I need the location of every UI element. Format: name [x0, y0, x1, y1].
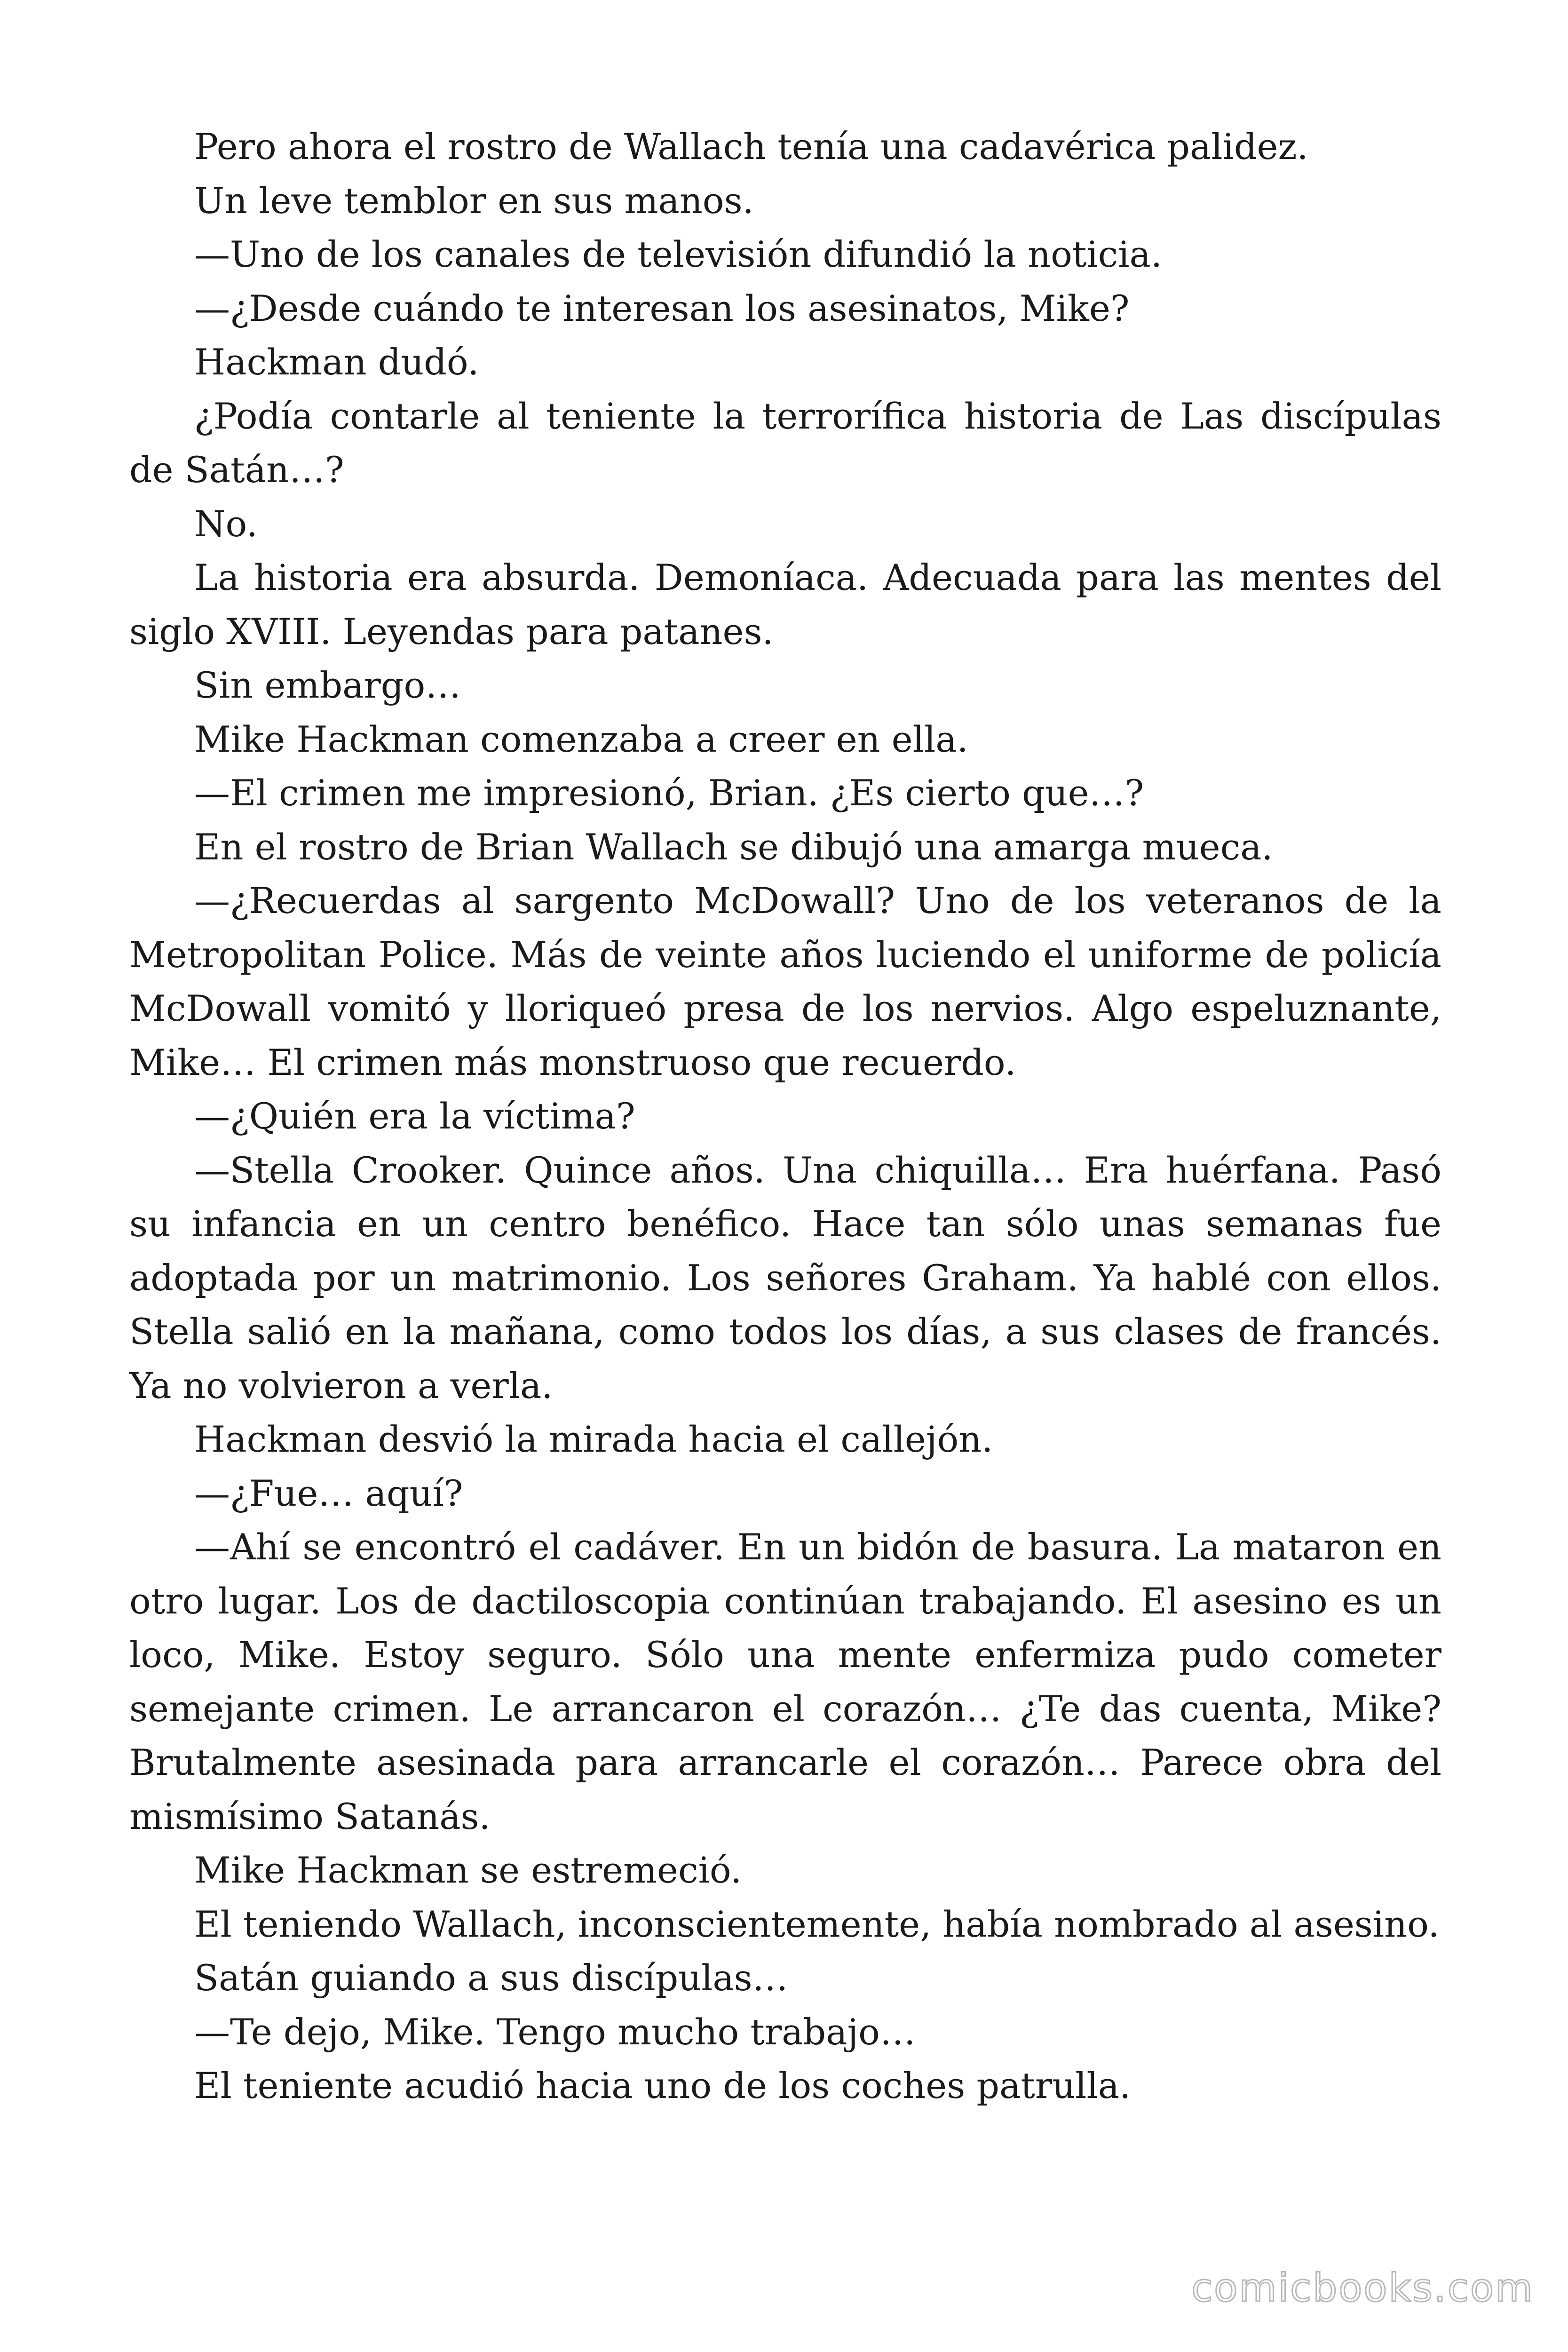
paragraph: Sin embargo… — [194, 664, 461, 706]
paragraph: —El crimen me impresionó, Brian. ¿Es cierto que…? — [194, 772, 1144, 814]
paragraph: —¿Quién era la víctima? — [194, 1095, 635, 1137]
paragraph: Mike Hackman comenzaba a creer en ella. — [194, 718, 968, 760]
paragraph: ¿Podía contarle al teniente la terrorífica historia de Las discípulas de Satán…? — [129, 395, 1441, 491]
paragraph: —Te dejo, Mike. Tengo mucho trabajo… — [194, 2010, 916, 2053]
paragraph: Satán guiando a sus discípulas… — [194, 1957, 788, 1999]
paragraph: —Uno de los canales de televisión difundió la noticia. — [194, 233, 1163, 275]
paragraph: —Ahí se encontró el cadáver. En un bidón de basura. La mataron en otro lugar. Los de dactiloscopia continúan trabajando. El asesino es un loco, Mike. Estoy seguro. Sólo una mente enfermiza pudo cometer semejante crimen. Le arrancaron el corazón… ¿Te das cuenta, Mike? Brutalmente asesinada para arrancarle el corazón… Parece obra del mismísimo Satanás. — [129, 1526, 1441, 1837]
paragraph: Hackman desvió la mirada hacia el callejón. — [194, 1418, 993, 1460]
paragraph: —Stella Crooker. Quince años. Una chiquilla… Era huérfana. Pasó su infancia en un centro benéfico. Hace tan sólo unas semanas fue adoptada por un matrimonio. Los señores Graham. Ya hablé con ellos. Stella salió en la mañana, como todos los días, a sus clases de francés. Ya no volvieron a verla. — [129, 1149, 1441, 1406]
paragraph: —¿Fue… aquí? — [194, 1472, 463, 1514]
paragraph: Mike Hackman se estremeció. — [194, 1849, 742, 1891]
paragraph: La historia era absurda. Demoníaca. Adecuada para las mentes del siglo XVIII. Leyendas para patanes. — [129, 556, 1441, 652]
paragraph: —¿Desde cuándo te interesan los asesinatos, Mike? — [194, 287, 1130, 329]
body-text — [129, 120, 1441, 2113]
paragraph: El teniente acudió hacia uno de los coches patrulla. — [194, 2065, 1131, 2106]
paragraph: El teniendo Wallach, inconscientemente, había nombrado al asesino. — [194, 1903, 1440, 1945]
paragraph: Pero ahora el rostro de Wallach tenía una cadavérica palidez. — [194, 126, 1308, 167]
paragraph: —¿Recuerdas al sargento McDowall? Uno de los veteranos de la Metropolitan Police. Más de veinte años luciendo el uniforme de policía McDowall vomitó y lloriqueó presa de los nervios. Algo espeluznante, Mike… El crimen más monstruoso que recuerdo. — [129, 880, 1441, 1083]
paragraph: No. — [194, 502, 258, 545]
watermark: comicbooks.com — [1191, 2266, 1534, 2311]
paragraph: En el rostro de Brian Wallach se dibujó una amarga mueca. — [194, 826, 1273, 868]
paragraph: Un leve temblor en sus manos. — [194, 179, 754, 222]
paragraph: Hackman dudó. — [194, 341, 479, 383]
